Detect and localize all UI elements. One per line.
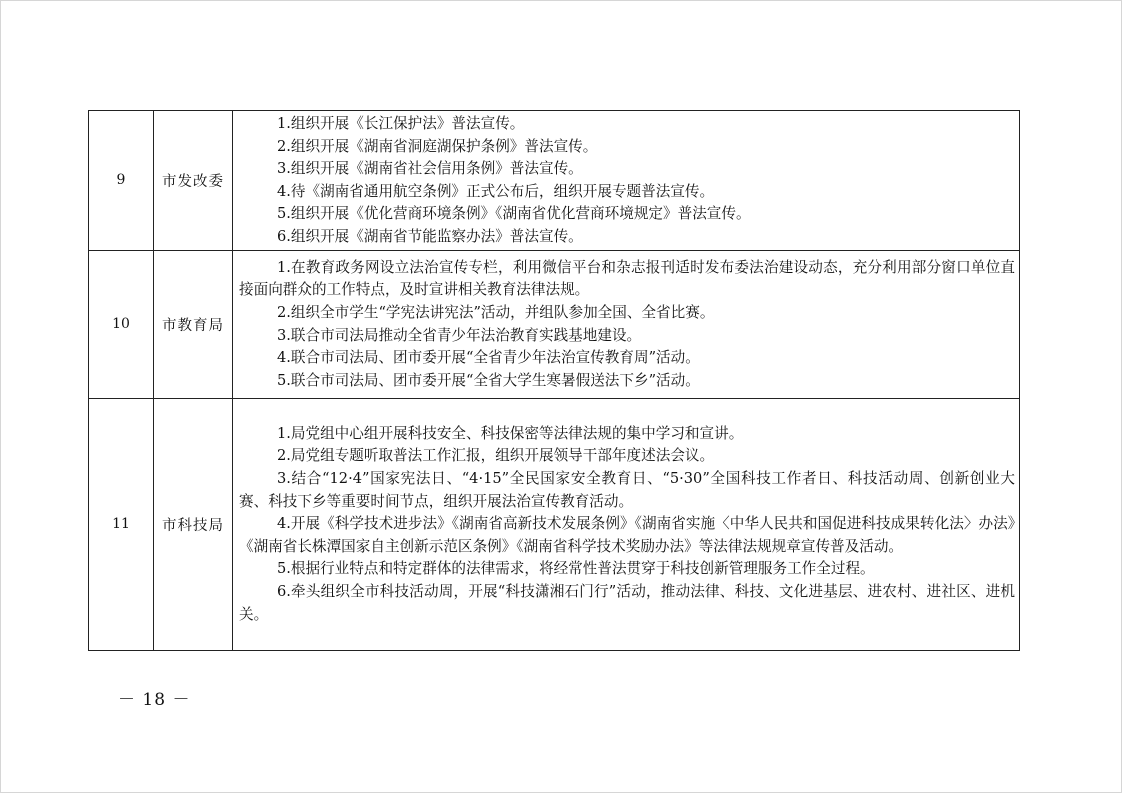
row-number-cell: 10: [89, 250, 154, 398]
content-cell: [233, 111, 1020, 251]
list-item: 3.组织开展《湖南省社会信用条例》普法宣传。: [276, 160, 583, 178]
list-item: 2.组织全市学生“学宪法讲宪法”活动，并组队参加全国、全省比赛。: [276, 303, 715, 321]
list-item: 5.根据行业特点和特定群体的法律需求，将经常性普法贯穿于科技创新管理服务工作全过程。: [276, 560, 875, 578]
unit-cell: 市科技局: [154, 398, 233, 650]
table-row: [89, 398, 1020, 650]
row-number-cell: 9: [89, 111, 154, 251]
list-item: 5.组织开展《优化营商环境条例》《湖南省优化营商环境规定》普法宣传。: [276, 205, 751, 223]
content-cell: [233, 398, 1020, 650]
unit-cell: 市发改委: [154, 111, 233, 251]
document-table: [88, 110, 1020, 651]
list-item: 6.牵头组织全市科技活动周，开展“科技潇湘石门行”活动，推动法律、科技、文化进基层、进农村、进社区、进机关。: [239, 583, 1015, 623]
list-item: 5.联合市司法局、团市委开展“全省大学生寒暑假送法下乡”活动。: [276, 371, 700, 389]
page-number: － 18 －: [118, 690, 191, 710]
table-row: [89, 250, 1020, 398]
list-item: 6.组织开展《湖南省节能监察办法》普法宣传。: [276, 227, 583, 245]
list-item: 1.在教育政务网设立法治宣传专栏，利用微信平台和杂志报刊适时发布委法治建设动态，充分利用部分窗口单位直接面向群众的工作特点，及时宣讲相关教育法律法规。: [239, 258, 1015, 299]
content-cell: [233, 250, 1020, 398]
list-item: 4.待《湖南省通用航空条例》正式公布后，组织开展专题普法宣传。: [276, 182, 715, 200]
table-row: [89, 111, 1020, 251]
list-item: 4.开展《科学技术进步法》《湖南省高新技术发展条例》《湖南省实施〈中华人民共和国促进科技成果转化法〉办法》《湖南省长株潭国家自主创新示范区条例》《湖南省科学技术奖励办法》等法律法规规章宣传普及活动。: [239, 515, 1015, 555]
row-number-cell: 11: [89, 398, 154, 650]
unit-cell: 市教育局: [154, 250, 233, 398]
list-item: 1.局党组中心组开展科技安全、科技保密等法律法规的集中学习和宣讲。: [276, 424, 744, 442]
list-item: 3.联合市司法局推动全省青少年法治教育实践基地建设。: [276, 326, 642, 344]
list-item: 4.联合市司法局、团市委开展“全省青少年法治宣传教育周”活动。: [276, 349, 700, 367]
list-item: 1.组织开展《长江保护法》普法宣传。: [276, 115, 525, 132]
list-item: 3.结合“12·4”国家宪法日、“4·15”全民国家安全教育日、“5·30”全国科技工作者日、科技活动周、创新创业大赛、科技下乡等重要时间节点，组织开展法治宣传教育活动。: [239, 470, 1015, 510]
list-item: 2.局党组专题听取普法工作汇报，组织开展领导干部年度述法会议。: [276, 447, 715, 465]
list-item: 2.组织开展《湖南省洞庭湖保护条例》普法宣传。: [276, 137, 598, 155]
